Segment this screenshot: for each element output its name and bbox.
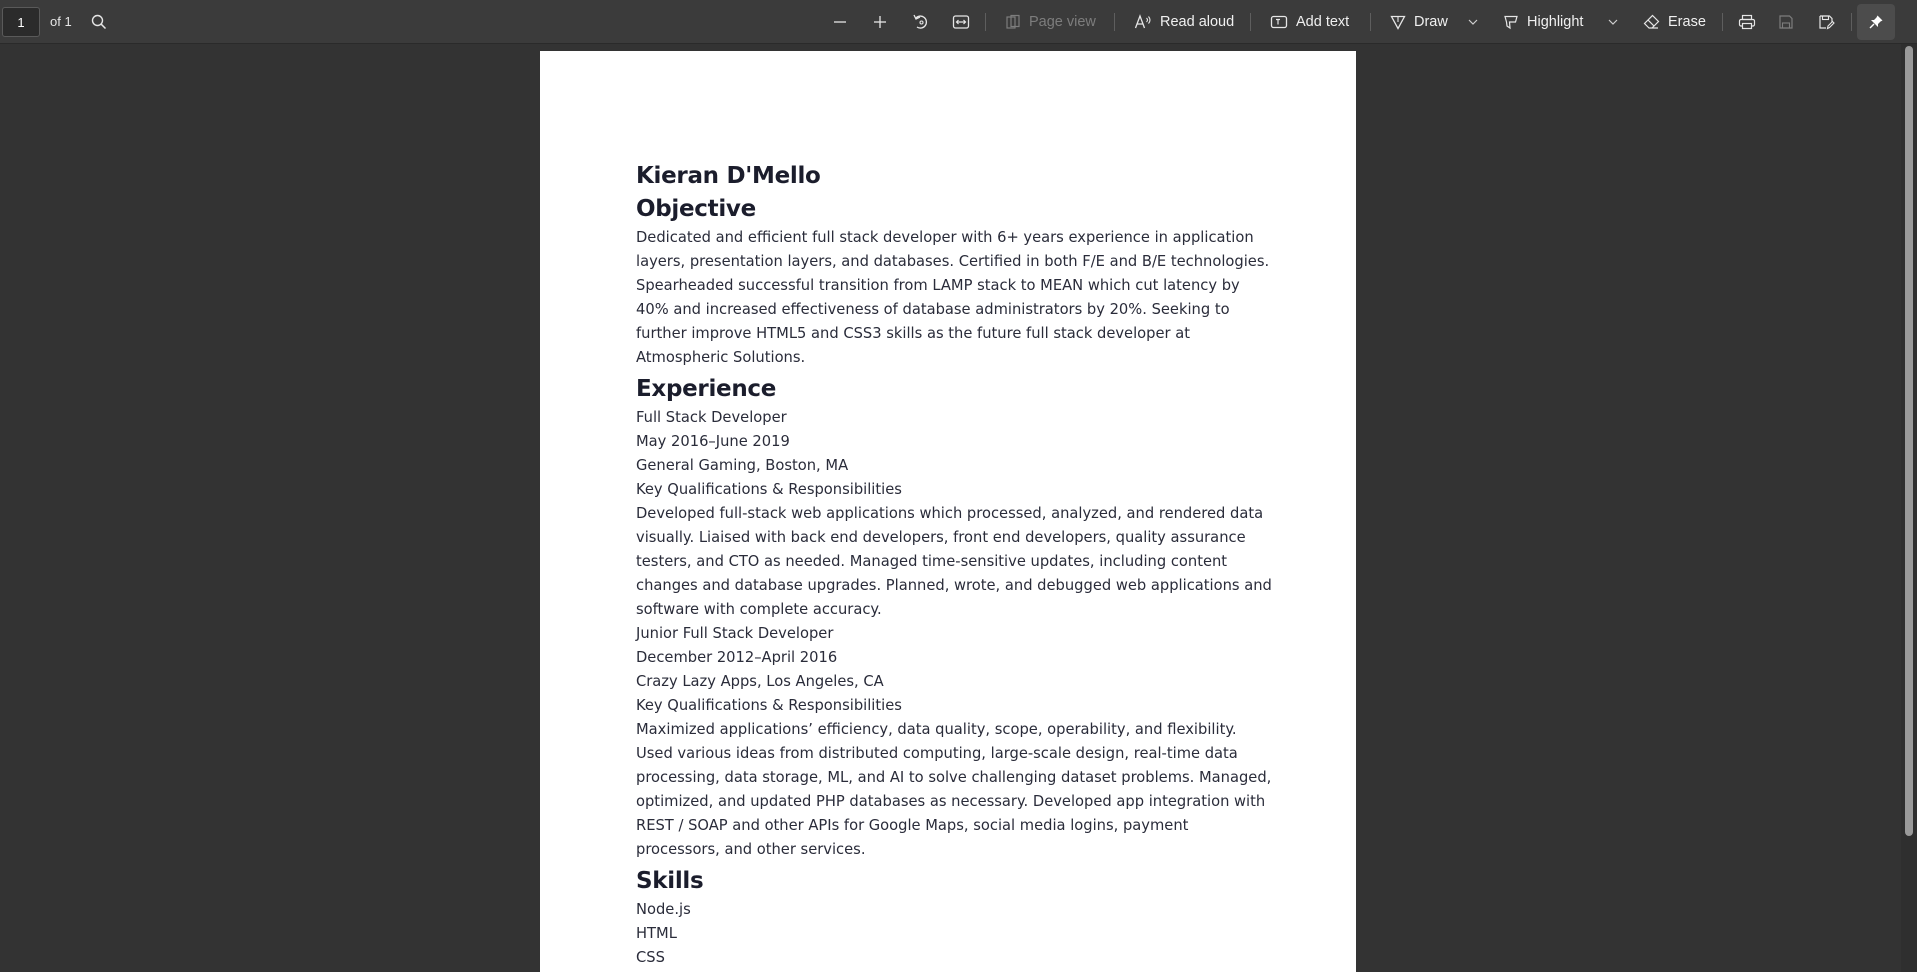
page-view-button[interactable] xyxy=(1005,6,1096,38)
page-view-icon xyxy=(1005,14,1021,30)
objective-text: Dedicated and efficient full stack developer with 6+ years experience in application layers, presentation layers, and databases. Certified in both F/E and B/E technologies. Spearheaded successful transition from LAMP stack to MEAN which cut latency by 40% and increased effectiveness of database administrators by 20%. Seeking to further improve HTML5 and CSS3 skills as the future full stack developer at Atmospheric Solutions. xyxy=(636,229,1270,366)
pdf-toolbar xyxy=(0,0,1917,44)
skill-item: CSS xyxy=(636,949,665,966)
job-company: General Gaming, Boston, MA xyxy=(636,457,849,474)
skills-heading: Skills xyxy=(636,868,704,894)
skill-item: HTML xyxy=(636,925,677,942)
pdf-page xyxy=(540,51,1356,972)
job-kq-label: Key Qualifications & Responsibilities xyxy=(636,697,902,714)
erase-label: Erase xyxy=(1668,14,1706,30)
page-number-input[interactable] xyxy=(2,7,40,37)
job-description: Developed full-stack web applications which processed, analyzed, and rendered data visually. Liaised with back end developers, front end developers, quality assurance testers, and CTO as needed. Managed time-sensitive updates, including content changes and database upgrades. Planned, wrote, and debugged web applications and software with complete accuracy. xyxy=(636,505,1272,618)
highlight-button[interactable] xyxy=(1503,6,1583,38)
job-dates: December 2012–April 2016 xyxy=(636,649,838,666)
experience-heading: Experience xyxy=(636,376,777,402)
resume-content xyxy=(636,160,1276,970)
erase-button[interactable] xyxy=(1643,6,1706,38)
zoom-out-icon[interactable] xyxy=(832,6,848,38)
print-icon[interactable] xyxy=(1738,6,1756,38)
job-company: Crazy Lazy Apps, Los Angeles, CA xyxy=(636,673,884,690)
save-icon[interactable] xyxy=(1778,6,1794,38)
skill-item: Node.js xyxy=(636,901,691,918)
read-aloud-label: Read aloud xyxy=(1160,14,1235,30)
job-kq-label: Key Qualifications & Responsibilities xyxy=(636,481,902,498)
highlight-options-chevron-down-icon[interactable] xyxy=(1607,6,1619,38)
eraser-icon xyxy=(1643,14,1660,30)
candidate-name: Kieran D'Mello xyxy=(636,163,821,189)
pin-toolbar-icon[interactable] xyxy=(1857,4,1895,40)
toolbar-divider xyxy=(1722,13,1723,31)
highlight-icon xyxy=(1503,14,1519,30)
add-text-button[interactable] xyxy=(1270,6,1349,38)
highlight-label: Highlight xyxy=(1527,14,1584,30)
toolbar-divider xyxy=(1114,13,1115,31)
read-aloud-icon xyxy=(1134,14,1152,30)
fit-to-width-icon[interactable] xyxy=(952,6,970,38)
toolbar-divider xyxy=(985,13,986,31)
draw-icon xyxy=(1390,14,1406,30)
job-title: Junior Full Stack Developer xyxy=(636,625,834,642)
rotate-icon[interactable] xyxy=(912,6,930,38)
toolbar-divider xyxy=(1851,13,1852,31)
toolbar-divider xyxy=(1250,13,1251,31)
objective-heading: Objective xyxy=(636,196,756,222)
toolbar-divider xyxy=(1370,13,1371,31)
add-text-label: Add text xyxy=(1296,14,1350,30)
job-title: Full Stack Developer xyxy=(636,409,787,426)
search-icon[interactable] xyxy=(91,6,107,38)
save-as-icon[interactable] xyxy=(1818,6,1835,38)
read-aloud-button[interactable] xyxy=(1134,6,1234,38)
draw-options-chevron-down-icon[interactable] xyxy=(1467,6,1479,38)
add-text-icon xyxy=(1270,14,1288,30)
draw-button[interactable] xyxy=(1390,6,1448,38)
draw-label: Draw xyxy=(1414,14,1448,30)
job-description: Maximized applications’ efficiency, data quality, scope, operability, and flexibility. Used various ideas from distributed computing, large-scale design, real-time data processing, data storage, ML, and AI to solve challenging dataset problems. Managed, optimized, and updated PHP databases as necessary. Developed app integration with REST / SOAP and other APIs for Google Maps, social media logins, payment processors, and other services. xyxy=(636,721,1272,858)
scrollbar-thumb[interactable] xyxy=(1905,46,1913,836)
zoom-in-icon[interactable] xyxy=(872,6,888,38)
job-dates: May 2016–June 2019 xyxy=(636,433,790,450)
page-view-label: Page view xyxy=(1029,14,1096,30)
vertical-scrollbar[interactable] xyxy=(1901,44,1917,972)
page-count-label: of 1 xyxy=(50,14,72,29)
